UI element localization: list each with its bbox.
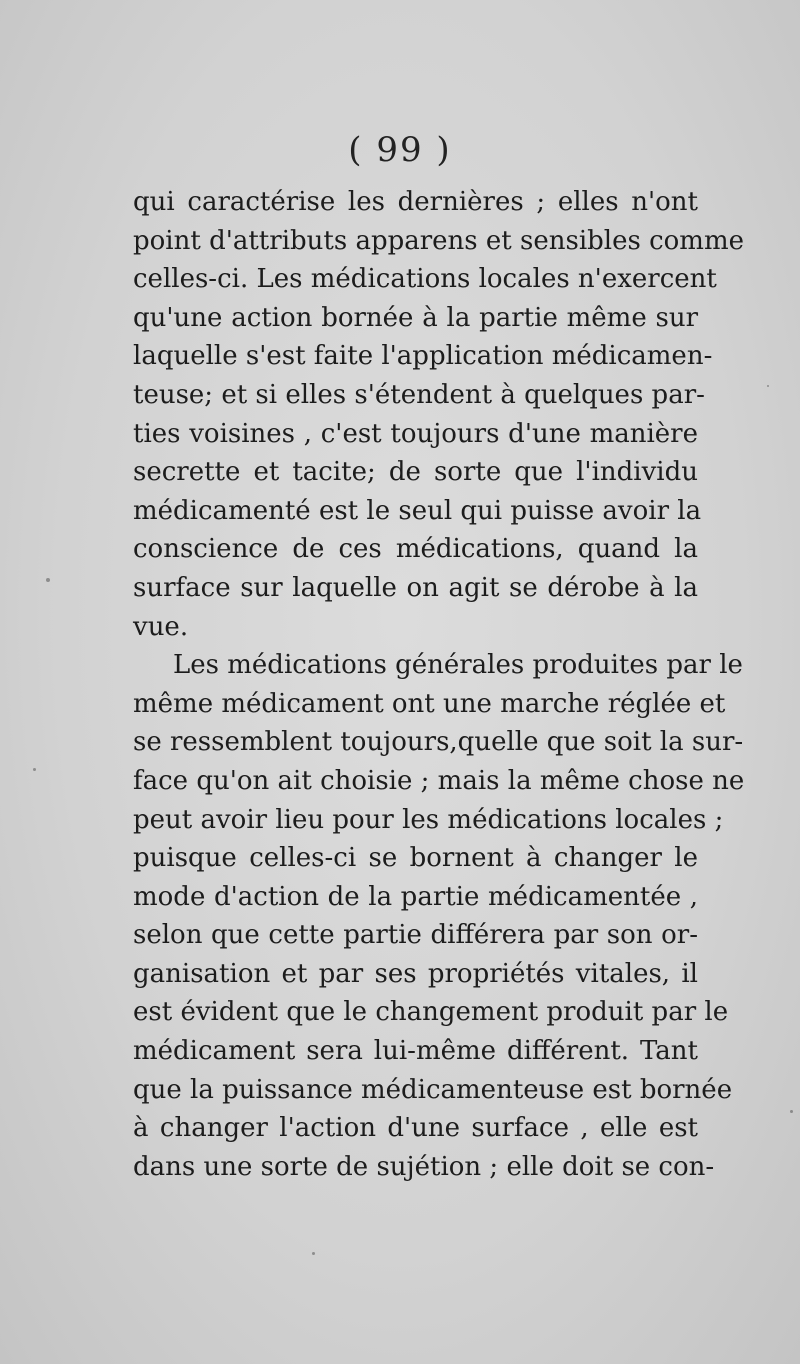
text-line: mode d'action de la partie médicamentée , (133, 881, 698, 912)
text-line: qui caractérise les dernières ; elles n'ont (133, 187, 698, 217)
paper-speck (312, 1252, 315, 1255)
text-line: surface sur laquelle on agit se dérobe à la (133, 572, 698, 603)
text-line: selon que cette partie différera par son or- (133, 920, 698, 951)
text-line: médicament sera lui-même différent. Tant (133, 1036, 698, 1067)
text-line: se ressemblent toujours,quelle que soit la sur- (133, 727, 744, 758)
text-line: que la puissance médicamenteuse est bornée (133, 1074, 733, 1105)
paper-speck (790, 1110, 793, 1113)
text-line: celles-ci. Les médications locales n'exercent (133, 264, 717, 295)
text-line: est évident que le changement produit par le (133, 997, 729, 1028)
text-line: ganisation et par ses propriétés vitales, il (133, 958, 698, 989)
paper-speck (46, 578, 50, 582)
text-line: puisque celles-ci se bornent à changer le (133, 843, 698, 874)
body-text (133, 183, 745, 1186)
text-line: dans une sorte de sujétion ; elle doit se con- (133, 1151, 715, 1182)
text-line: face qu'on ait choisie ; mais la même chose ne (133, 765, 745, 796)
paper-speck (33, 768, 36, 771)
paragraph-start-line: Les médications générales produites par le (173, 650, 743, 681)
text-line: vue. (133, 611, 189, 642)
paper-speck (767, 385, 769, 387)
text-line: teuse; et si elles s'étendent à quelques par- (133, 379, 705, 410)
text-line: qu'une action bornée à la partie même sur (133, 302, 698, 333)
text-line: laquelle s'est faite l'application médicamen- (133, 341, 713, 372)
page-number: ( 99 ) (348, 130, 452, 170)
text-line: médicamenté est le seul qui puisse avoir la (133, 495, 702, 526)
text-line: point d'attributs apparens et sensibles comme (133, 225, 744, 256)
text-line: secrette et tacite; de sorte que l'individu (133, 457, 698, 488)
text-line: peut avoir lieu pour les médications locales ; (133, 804, 724, 835)
text-line: à changer l'action d'une surface , elle est (133, 1113, 698, 1144)
text-line: conscience de ces médications, quand la (133, 534, 698, 565)
text-line: même médicament ont une marche réglée et (133, 688, 726, 719)
text-line: ties voisines , c'est toujours d'une manière (133, 418, 698, 449)
